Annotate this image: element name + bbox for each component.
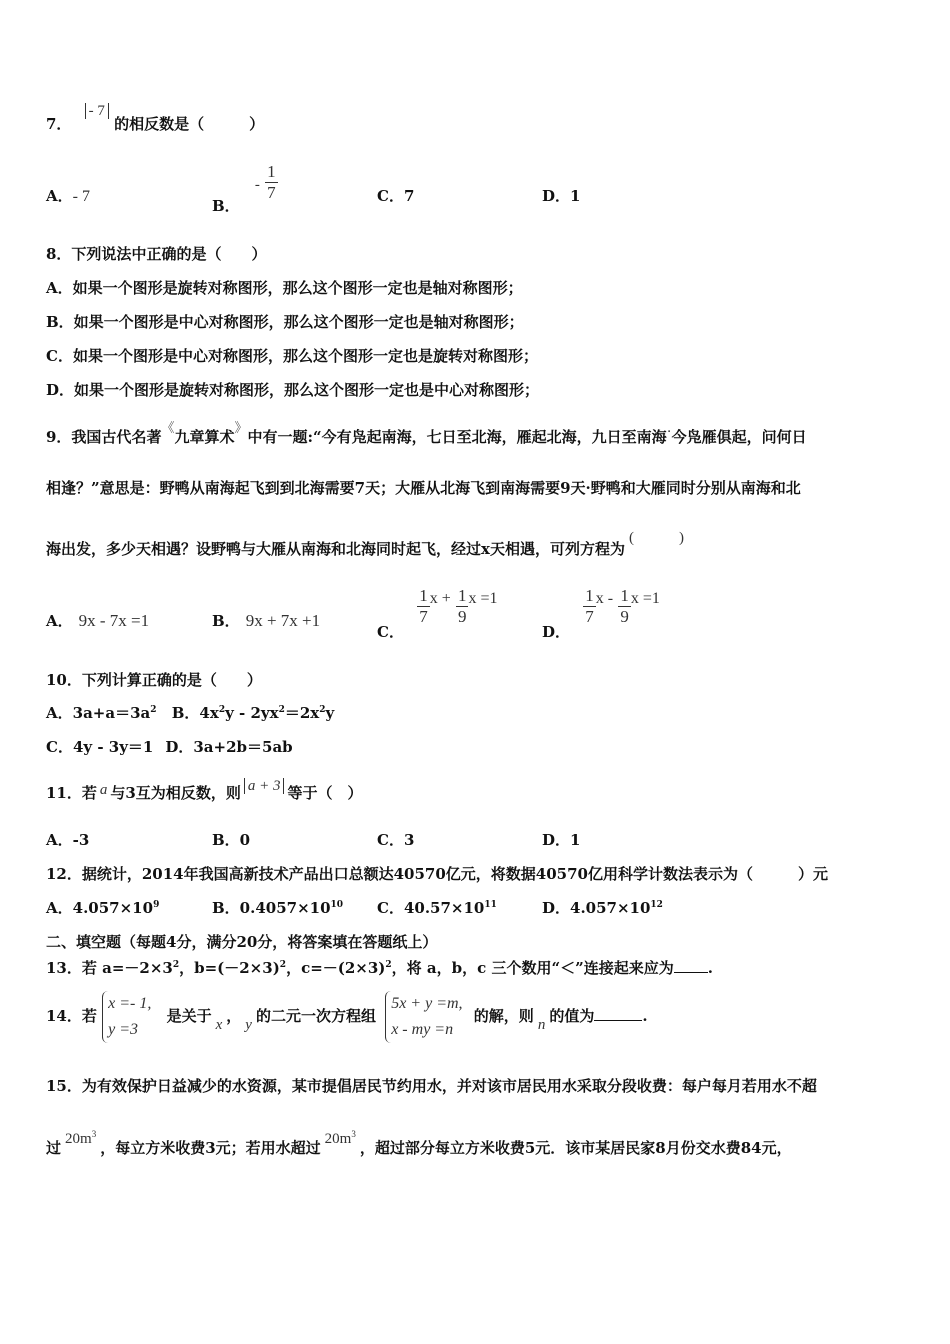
equation-system-solution: x =- 1, y =3 bbox=[102, 991, 151, 1043]
fraction: $\frac{1}{7}$ bbox=[267, 162, 276, 202]
question-10: 10．下列计算正确的是（ ） bbox=[46, 671, 262, 689]
q12-option-b: B．$0.4057\times 10^{10}$ bbox=[212, 899, 344, 917]
q7-option-c: C．7 bbox=[377, 187, 415, 205]
q9-option-d: D． $\frac{1}{7}$ x - $\frac{1}{9}$ x =1 bbox=[542, 586, 660, 641]
question-8: 8．下列说法中正确的是（ ） bbox=[46, 245, 267, 263]
q9-option-a: A． 9x - 7x =1 bbox=[46, 611, 150, 630]
q7-option-b: B． - $\frac{1}{7}$ bbox=[212, 162, 276, 215]
question-7: 7． - 7 的相反数是（ ） bbox=[46, 103, 265, 133]
q11-option-d: D．1 bbox=[542, 831, 581, 849]
q7-option-d: D．1 bbox=[542, 187, 581, 205]
question-14: 14．若 x =- 1, y =3 是关于 x ， y 的二元一次方程组 5x + y =m, x - my =n 的解，则 n 的值为 . bbox=[46, 990, 648, 1043]
question-13: 13．若 $a=-2\times 3^2$，$b=(-2\times 3)^2$，$c=-(2\times 3)^2$，将 a，b，c 三个数用“＜”连接起来应为 . bbox=[46, 959, 713, 977]
question-9-line-3: 海出发，多少天相遇？设野鸭与大雁从南海和北海同时起飞，经过x天相遇，可列方程为( ) bbox=[46, 530, 684, 558]
q7-option-a: A．- 7 bbox=[46, 187, 90, 205]
q11-option-c: C．3 bbox=[377, 831, 415, 849]
question-15-line-1: 15．为有效保护日益减少的水资源，某市提倡居民节约用水，并对该市居民用水采取分段收费：每户每月若用水不超 bbox=[46, 1077, 817, 1095]
q12-option-d: D．$4.057\times 10^{12}$ bbox=[542, 899, 663, 917]
question-9-line-2: 相逢？”意思是：野鸭从南海起飞到到北海需要7天；大雁从北海飞到南海需要9天·野鸭和大雁同时分别从南海和北 bbox=[46, 479, 801, 497]
absolute-value: - 7 bbox=[85, 103, 109, 119]
q11-option-a: A．-3 bbox=[46, 831, 90, 849]
question-15-line-2: 过 $20m^3$，每立方米收费3元；若用水超过 $20m^3$，超过部分每立方米收费5元．该市某居民家8月份交水费84元， bbox=[46, 1129, 792, 1157]
question-11: 11．若 a 与3互为相反数，则 a + 3 等于（ ） bbox=[46, 778, 363, 802]
q10-options-cd: C．4y - 3y＝1 D．3a+2b＝5ab bbox=[46, 738, 293, 756]
question-12: 12．据统计，2014年我国高新技术产品出口总额达40570亿元，将数据40570亿用科学计数法表示为（ ）元 bbox=[46, 865, 828, 883]
q9-option-c: C． $\frac{1}{7}$ x + $\frac{1}{9}$ x =1 bbox=[377, 586, 498, 641]
answer-blank bbox=[594, 1020, 642, 1021]
q11-option-b: B．0 bbox=[212, 831, 251, 849]
q9-option-b: B． 9x + 7x +1 bbox=[212, 611, 321, 630]
equation-system: 5x + y =m, x - my =n bbox=[385, 991, 462, 1043]
q12-option-a: A．$4.057\times 10^9$ bbox=[46, 899, 160, 917]
absolute-value: a + 3 bbox=[244, 778, 285, 794]
q12-option-c: C．$40.57\times 10^{11}$ bbox=[377, 899, 497, 917]
q8-option-b: B．如果一个图形是中心对称图形，那么这个图形一定也是轴对称图形； bbox=[46, 313, 524, 331]
section-heading: 二、填空题（每题4分，满分20分，将答案填在答题纸上） bbox=[46, 933, 438, 951]
q8-option-d: D．如果一个图形是旋转对称图形，那么这个图形一定也是中心对称图形； bbox=[46, 381, 540, 399]
q8-option-c: C．如果一个图形是中心对称图形，那么这个图形一定也是旋转对称图形； bbox=[46, 347, 538, 365]
q8-option-a: A．如果一个图形是旋转对称图形，那么这个图形一定也是轴对称图形； bbox=[46, 279, 523, 297]
question-9-line-1: 9．我国古代名著《九章算术》中有一题:“今有凫起南海，七日至北海，雁起北海，九日至南海·今凫雁俱起，问何日 bbox=[46, 420, 807, 446]
q10-options-ab: A．$3a+a=3a^2$ B．$4x^2y - 2yx^2=2x^2y$ bbox=[46, 704, 335, 722]
answer-blank bbox=[674, 972, 708, 973]
